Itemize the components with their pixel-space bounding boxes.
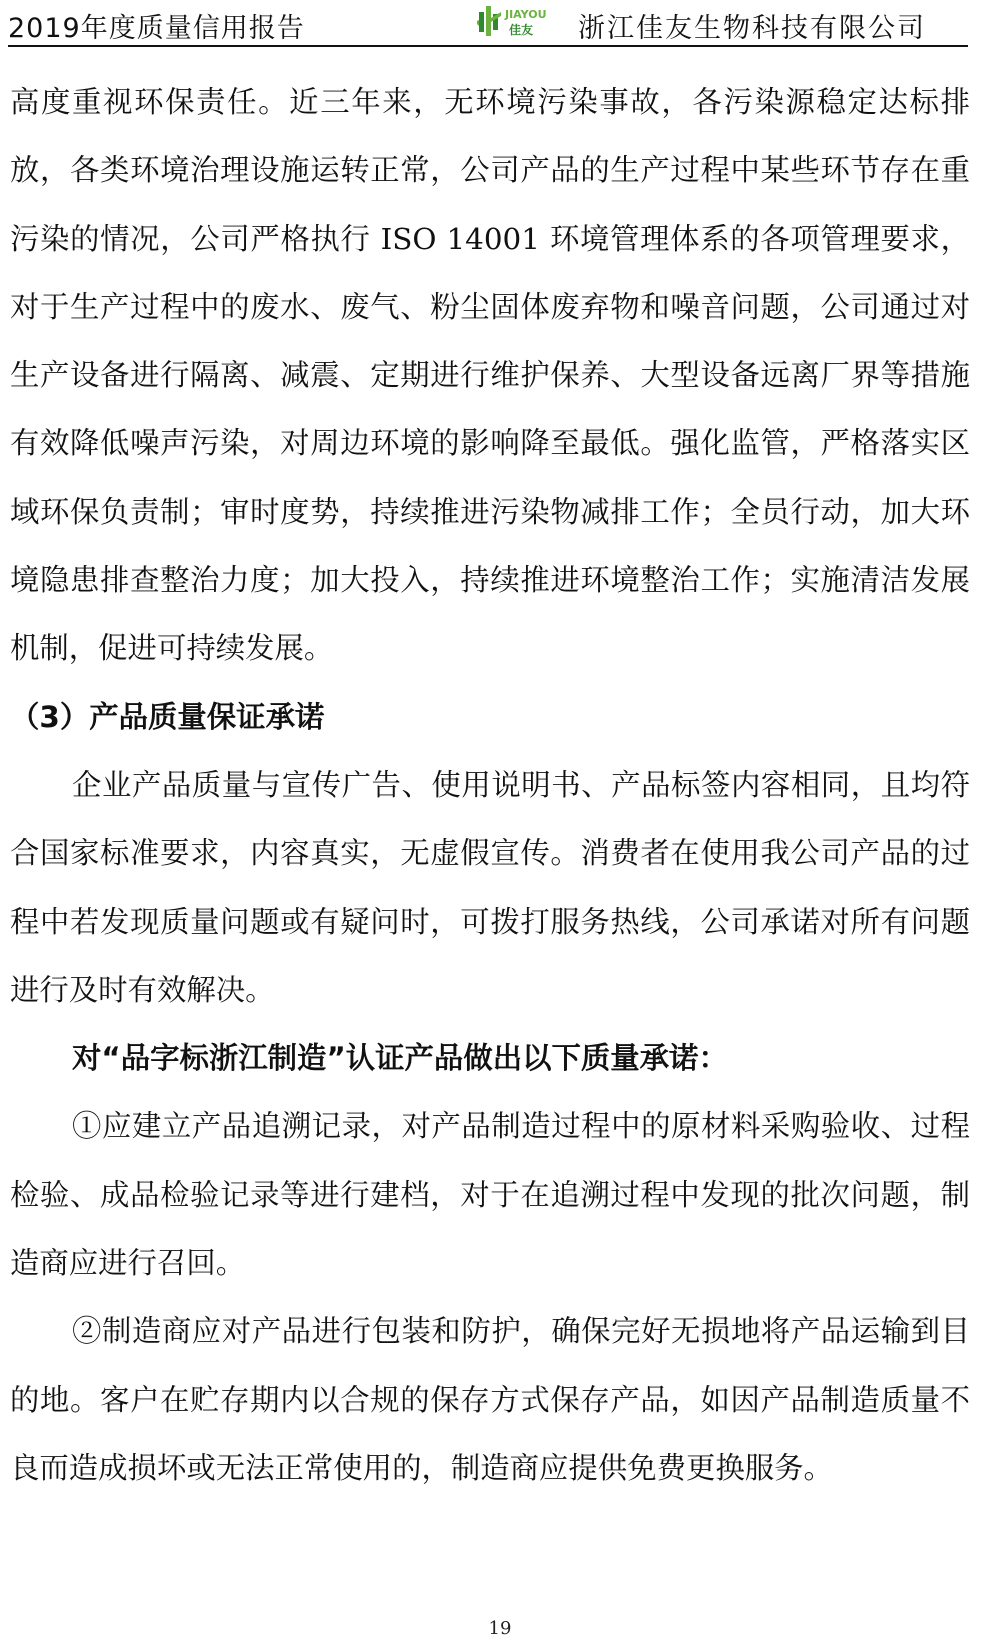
- paragraph-environment: 高度重视环保责任。近三年来，无环境污染事故，各污染源稳定达标排放，各类环境治理设施运转正常，公司产品的生产过程中某些环节存在重污染的情况，公司严格执行 ISO 14001 环境管理体系的各项管理要求，对于生产过程中的废水、废气、粉尘固体废弃物和噪音问题，公司通过对生产设备进行隔离、减震、定期进行维护保养、大型设备远离厂界等措施有效降低噪声污染，对周边环境的影响降至最低。强化监管，严格落实区域环保负责制；审时度势，持续推进污染物减排工作；全员行动，加大环境隐患排查整治力度；加大投入，持续推进环境整治工作；实施清洁发展机制，促进可持续发展。: [10, 85, 970, 666]
- company-name: 浙江佳友生物科技有限公司: [578, 13, 926, 44]
- logo-text-en: JIAYOU: [505, 8, 547, 21]
- page-number: 19: [488, 1618, 512, 1639]
- company-logo: [477, 4, 577, 38]
- paragraph-traceability: ①应建立产品追溯记录，对产品制造过程中的原材料采购验收、过程检验、成品检验记录等进行建档，对于在追溯过程中发现的批次问题，制造商应进行召回。: [10, 1109, 970, 1281]
- logo-leaf-icon: [477, 6, 501, 36]
- report-title: 2019年度质量信用报告: [8, 13, 305, 44]
- logo-text-cn: 佳友: [509, 23, 534, 37]
- paragraph-certification-heading: 对“品字标浙江制造”认证产品做出以下质量承诺：: [72, 1041, 728, 1076]
- page-header: [0, 0, 1000, 46]
- paragraph-packaging: ②制造商应对产品进行包装和防护，确保完好无损地将产品运输到目的地。客户在贮存期内以合规的保存方式保存产品，如因产品制造质量不良而造成损坏或无法正常使用的，制造商应提供免费更换服务。: [10, 1314, 970, 1485]
- section-heading: （3）产品质量保证承诺: [10, 699, 325, 734]
- page-body: [10, 68, 970, 1502]
- header-divider: [8, 45, 968, 47]
- paragraph-quality-promise: 企业产品质量与宣传广告、使用说明书、产品标签内容相同，且均符合国家标准要求，内容真实，无虚假宣传。消费者在使用我公司产品的过程中若发现质量问题或有疑问时，可拨打服务热线，公司承诺对所有问题进行及时有效解决。: [10, 767, 970, 1007]
